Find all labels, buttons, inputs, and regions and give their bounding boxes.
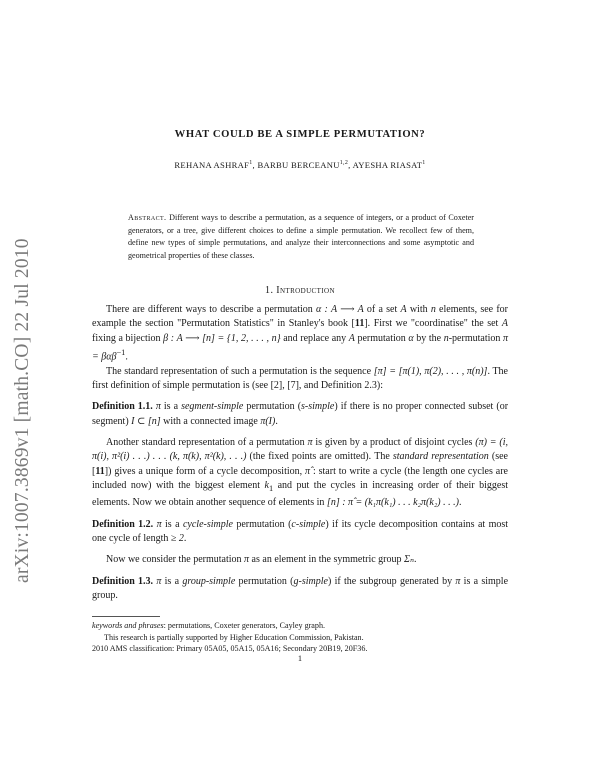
math: α : A ⟶ A <box>316 304 364 315</box>
author-affiliation: 1,2 <box>339 160 349 167</box>
text-run: There are different ways to describe a permutation <box>106 304 316 315</box>
footnotes <box>92 620 508 655</box>
text-run: ]. First we "coordinatise" the set <box>364 318 502 330</box>
text-run: -permutation <box>448 332 503 344</box>
math: π̂ <box>305 465 311 477</box>
math: α <box>408 332 414 344</box>
math: A <box>400 304 407 315</box>
math: k <box>264 480 269 492</box>
text-run: and put the cycles in increasing order of their biggest elements. Now we obtain another sequence of elements in <box>92 480 508 509</box>
author-name: REHANA ASHRAF <box>174 160 250 170</box>
arxiv-identifier: arXiv:1007.3869v1 [math.CO] 22 Jul 2010 <box>12 238 33 583</box>
footnote-label: keywords and phrases <box>92 621 164 630</box>
author-list: REHANA ASHRAF$^1$, BARBU BERCEANU$^{1,2}$, AYESHA RIASAT$^1$ <box>174 160 426 170</box>
text-run: is a <box>161 575 183 587</box>
math: π = βαβ <box>92 332 508 363</box>
math: β : A ⟶ [n] = {1, 2, . . . , n} <box>163 332 281 344</box>
footnote-text: : permutations, Coxeter generators, Cayley graph. <box>163 621 326 630</box>
defined-term: segment-simple <box>181 401 244 413</box>
text-run: with <box>406 304 431 315</box>
defined-term: group-simple <box>182 575 236 587</box>
math: π <box>455 575 461 587</box>
definition-1-1 <box>92 400 508 429</box>
math: I ⊂ [n] <box>131 415 161 427</box>
text-run: as an element in the symmetric group <box>249 554 405 566</box>
definition-label: Definition 1.3. <box>92 575 154 587</box>
definition-label: Definition 1.1. <box>92 401 153 413</box>
definition-label: Definition 1.2. <box>92 518 154 530</box>
author-name: BARBU BERCEANU <box>257 160 340 170</box>
author-affiliation: 1 <box>422 160 426 167</box>
defined-term-abbr: g-simple <box>293 575 328 587</box>
text-run: of a set <box>363 304 401 315</box>
math: Σₙ <box>404 554 415 566</box>
author-name: AYESHA RIASAT <box>352 160 423 170</box>
footnote-support: This research is partially supported by Higher Education Commission, Pakistan. <box>104 632 364 642</box>
math-subscript: 1 <box>268 484 274 494</box>
defined-term-abbr: c-simple <box>291 518 326 530</box>
math: π <box>156 518 162 530</box>
paper-title: WHAT COULD BE A SIMPLE PERMUTATION? <box>174 129 426 140</box>
text-run: ) if its cycle decomposition contains at most one cycle of length <box>92 518 509 545</box>
body-text <box>92 303 508 604</box>
text-run: . <box>414 554 417 566</box>
section-heading-introduction: 1. Introduction <box>265 285 335 296</box>
text-run: The standard representation of such a permutation is the sequence <box>106 365 374 377</box>
math: n <box>430 304 436 315</box>
text-run: . <box>458 497 462 509</box>
author-affiliation: 1 <box>249 160 253 167</box>
definition-1-3 <box>92 575 508 604</box>
footnote-keywords <box>92 620 508 632</box>
abstract-text: Different ways to describe a permutation, as a sequence of integers, or a product of Coxeter generators, or a tree, give different choices to define a simple permutation. We recollect few of them, define new types of simple permutations, and analyze their interconnections and some asymptotic and geometrical properties of these classes. <box>128 213 474 260</box>
citation-link[interactable]: 11 <box>354 318 365 330</box>
math: A <box>348 332 355 344</box>
definition-1-2 <box>92 518 508 547</box>
text-run: . <box>275 415 278 427</box>
paragraph <box>92 436 508 511</box>
text-run: (the fixed points are omitted). The <box>246 451 393 463</box>
math: π <box>244 554 250 566</box>
abstract-label: Abstract. <box>128 213 167 222</box>
defined-term: standard representation <box>392 451 489 463</box>
math: π(I) <box>260 415 276 427</box>
text-run: permutation ( <box>235 575 294 587</box>
text-run: and replace any <box>280 332 349 344</box>
text-run: Now we consider the permutation <box>106 554 245 566</box>
text-run: is a <box>161 518 183 530</box>
text-run: (see [ <box>92 451 508 477</box>
defined-term: cycle-simple <box>182 518 233 530</box>
math: π <box>155 401 161 413</box>
text-run: permutation <box>354 332 409 344</box>
text-run: Another standard representation of a permutation <box>106 437 308 449</box>
citation-link[interactable]: 11 <box>95 465 105 477</box>
text-run: ]) gives a unique form of a cycle decomposition, <box>104 465 306 477</box>
text-run: . <box>183 533 187 545</box>
text-run: by the <box>413 332 444 344</box>
math: π <box>307 437 313 449</box>
text-run: elements, see for example the section "Permutation Statistics" in Stanley's book [ <box>92 304 508 330</box>
math: ≥ 2 <box>170 533 184 545</box>
page-number: 1 <box>297 654 303 663</box>
math: π <box>156 575 162 587</box>
paragraph <box>92 553 508 567</box>
math: (π) = (i, π(i), π²(i) . . .) . . . (k, π(k), π²(k), . . .) <box>92 437 508 463</box>
defined-term-abbr: s-simple <box>301 401 335 413</box>
text-run: ) if the subgroup generated by <box>327 575 456 587</box>
text-run: : start to write a cycle (the length one cycles are included now) with the biggest element <box>92 465 508 492</box>
text-run: permutation ( <box>232 518 292 530</box>
text-run: is a simple group. <box>92 575 509 602</box>
text-run: with a connected image <box>160 415 261 427</box>
math: [π] = [π(1), π(2), . . . , π(n)] <box>373 365 488 377</box>
text-run: is a <box>160 401 182 413</box>
text-run: ) if there is no proper connected subset (or segment) <box>92 401 509 427</box>
paragraph <box>92 303 508 365</box>
text-run: . <box>125 351 128 363</box>
math: [n] : π̂ = (k₁π(k₁) . . . k₂π(k₂) . . .) <box>326 497 459 509</box>
text-run: permutation ( <box>243 401 302 413</box>
abstract <box>128 212 474 262</box>
math: n <box>443 332 449 344</box>
text-run: is given by a product of disjoint cycles <box>312 437 476 449</box>
paragraph <box>92 365 508 394</box>
footnote-rule <box>92 616 160 617</box>
math-superscript: −1 <box>116 348 126 358</box>
math: A <box>501 318 508 330</box>
footnote-classification: 2010 AMS classification: Primary 05A05, 05A15, 05A16; Secondary 20B19, 20F36. <box>92 644 368 654</box>
text-run: . The first definition of simple permutation is (see [2], [7], and Definition 2.3): <box>92 365 508 392</box>
text-run: fixing a bijection <box>92 332 164 344</box>
